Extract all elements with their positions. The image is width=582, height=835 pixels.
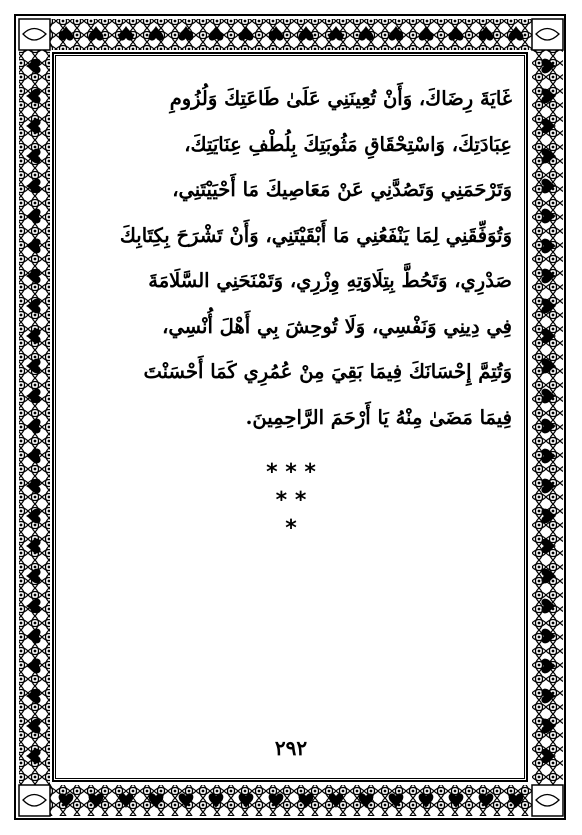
text-line: فِي دِينِي وَنَفْسِي، وَلَا تُوحِشَ بِي أَهْلَ أُنْسِي، xyxy=(162,314,512,338)
text-line: صَدْرِي، وَتَحُطَّ بِتِلَاوَتِهِ وِزْرِي، وَتَمْنَحَنِي السَّلَامَةَ xyxy=(148,269,512,292)
body-text xyxy=(68,76,512,440)
separator-stars-row3: * xyxy=(285,516,297,541)
page-number: ٢٩٢ xyxy=(274,736,308,760)
separator-stars-row1: * * * xyxy=(266,460,316,485)
separator-stars-row2: * * xyxy=(275,488,307,513)
text-line: وَتَرْحَمَنِي وَتَصُدَّنِي عَنْ مَعَاصِيكَ مَا أَحْيَيْتَنِي، xyxy=(172,178,512,201)
text-line: وَتُوَفِّقَنِي لِمَا يَنْفَعُنِي مَا أَبْقَيْتَنِي، وَأَنْ تَشْرَحَ بِكِتَابِكَ xyxy=(119,223,512,247)
text-line: وَتُتِمَّ إِحْسَانَكَ فِيمَا بَقِيَ مِنْ عُمُرِي كَمَا أَحْسَنْتَ xyxy=(143,360,512,383)
text-line: عِبَادَتِكَ، وَاسْتِحْقَاقِ مَثُوبَتِكَ بِلُطْفِ عِنَايَتِكَ، xyxy=(184,132,512,156)
text-line: فِيمَا مَضَىٰ مِنْهُ يَا أَرْحَمَ الرَّاحِمِينَ. xyxy=(245,405,512,429)
text-line: غَايَةَ رِضَاكَ، وَأَنْ تُعِينَنِي عَلَىٰ طَاعَتِكَ وَلُزُومِ xyxy=(169,87,512,110)
